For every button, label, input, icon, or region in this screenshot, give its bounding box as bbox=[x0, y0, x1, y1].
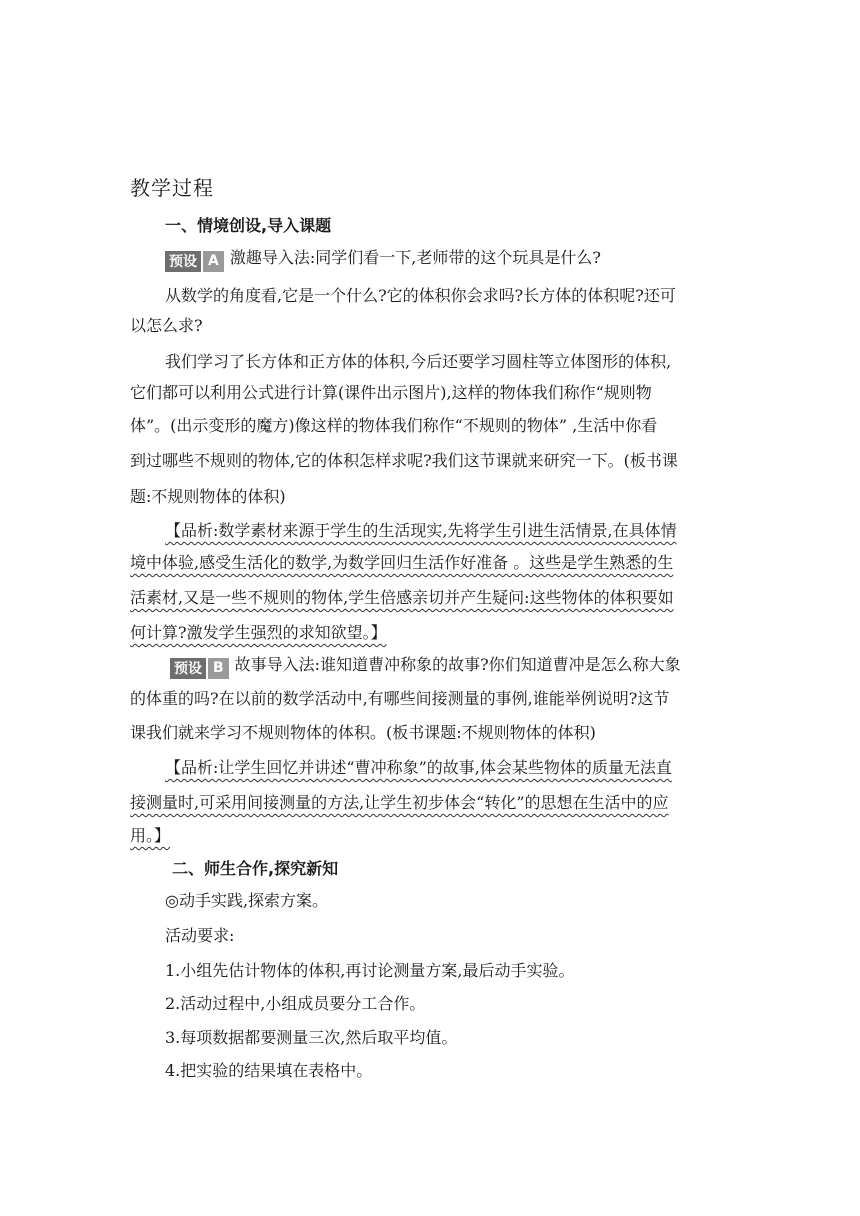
section-heading-1: 一、情境创设,导入课题 bbox=[165, 216, 332, 235]
list-item: 4.把实验的结果填在表格中。 bbox=[165, 1061, 373, 1080]
analysis-b-line: 接测量时,可采用间接测量的方法,让学生初步体会“转化”的思想在生活中的应 bbox=[130, 793, 669, 812]
paragraph-line: 到过哪些不规则的物体,它的体积怎样求呢?我们这节课就来研究一下。(板书课 bbox=[130, 451, 678, 470]
preset-b-line bbox=[170, 652, 740, 679]
paragraph-line: 它们都可以利用公式进行计算(课件出示图片),这样的物体我们称作“规则物 bbox=[130, 383, 652, 402]
list-item: 3.每项数据都要测量三次,然后取平均值。 bbox=[165, 1028, 458, 1047]
paragraph-line: 课我们就来学习不规则物体的体积。(板书课题:不规则物体的体积) bbox=[130, 723, 596, 742]
analysis-b-line: 【品析:让学生回忆并讲述“曹冲称象”的故事,体会某些物体的质量无法直 bbox=[165, 758, 672, 777]
analysis-a-line: 何计算?激发学生强烈的求知欲望。】 bbox=[130, 623, 387, 642]
preset-a-badge: 预设 A bbox=[165, 251, 224, 272]
analysis-b-line: 用。】 bbox=[130, 826, 171, 845]
requirements-label: 活动要求: bbox=[165, 926, 235, 945]
paragraph-line: 以怎么求? bbox=[130, 316, 203, 335]
section-heading-2: 二、师生合作,探究新知 bbox=[172, 859, 339, 878]
preset-b-badge: 预设 B bbox=[170, 658, 229, 679]
preset-a-line bbox=[165, 245, 740, 272]
paragraph-line: 题:不规则物体的体积) bbox=[130, 487, 286, 506]
analysis-a-line: 【品析:数学素材来源于学生的生活现实,先将学生引进生活情景,在具体情 bbox=[165, 521, 677, 540]
intro-line: ◎动手实践,探索方案。 bbox=[165, 891, 329, 910]
preset-a-text: 激趣导入法:同学们看一下,老师带的这个玩具是什么? bbox=[229, 248, 601, 267]
list-item: 2.活动过程中,小组成员要分工合作。 bbox=[165, 994, 426, 1013]
paragraph-line: 从数学的角度看,它是一个什么?它的体积你会求吗?长方体的体积呢?还可 bbox=[165, 286, 676, 305]
preset-b-text: 故事导入法:谁知道曹冲称象的故事?你们知道曹冲是怎么称大象 bbox=[234, 655, 681, 674]
paragraph-line: 体”。(出示变形的魔方)像这样的物体我们称作“不规则的物体” ,生活中你看 bbox=[130, 416, 658, 435]
analysis-a-line: 活素材,又是一些不规则的物体,学生倍感亲切并产生疑问:这些物体的体积要如 bbox=[130, 588, 674, 607]
paragraph-line: 我们学习了长方体和正方体的体积,今后还要学习圆柱等立体图形的体积, bbox=[165, 352, 672, 371]
page-title: 教学过程 bbox=[130, 176, 214, 200]
list-item: 1.小组先估计物体的体积,再讨论测量方案,最后动手实验。 bbox=[165, 961, 575, 980]
analysis-a-line: 境中体验,感受生活化的数学,为数学回归生活作好准备 。这些是学生熟悉的生 bbox=[130, 553, 674, 572]
paragraph-line: 的体重的吗?在以前的数学活动中,有哪些间接测量的事例,谁能举例说明?这节 bbox=[130, 689, 670, 708]
